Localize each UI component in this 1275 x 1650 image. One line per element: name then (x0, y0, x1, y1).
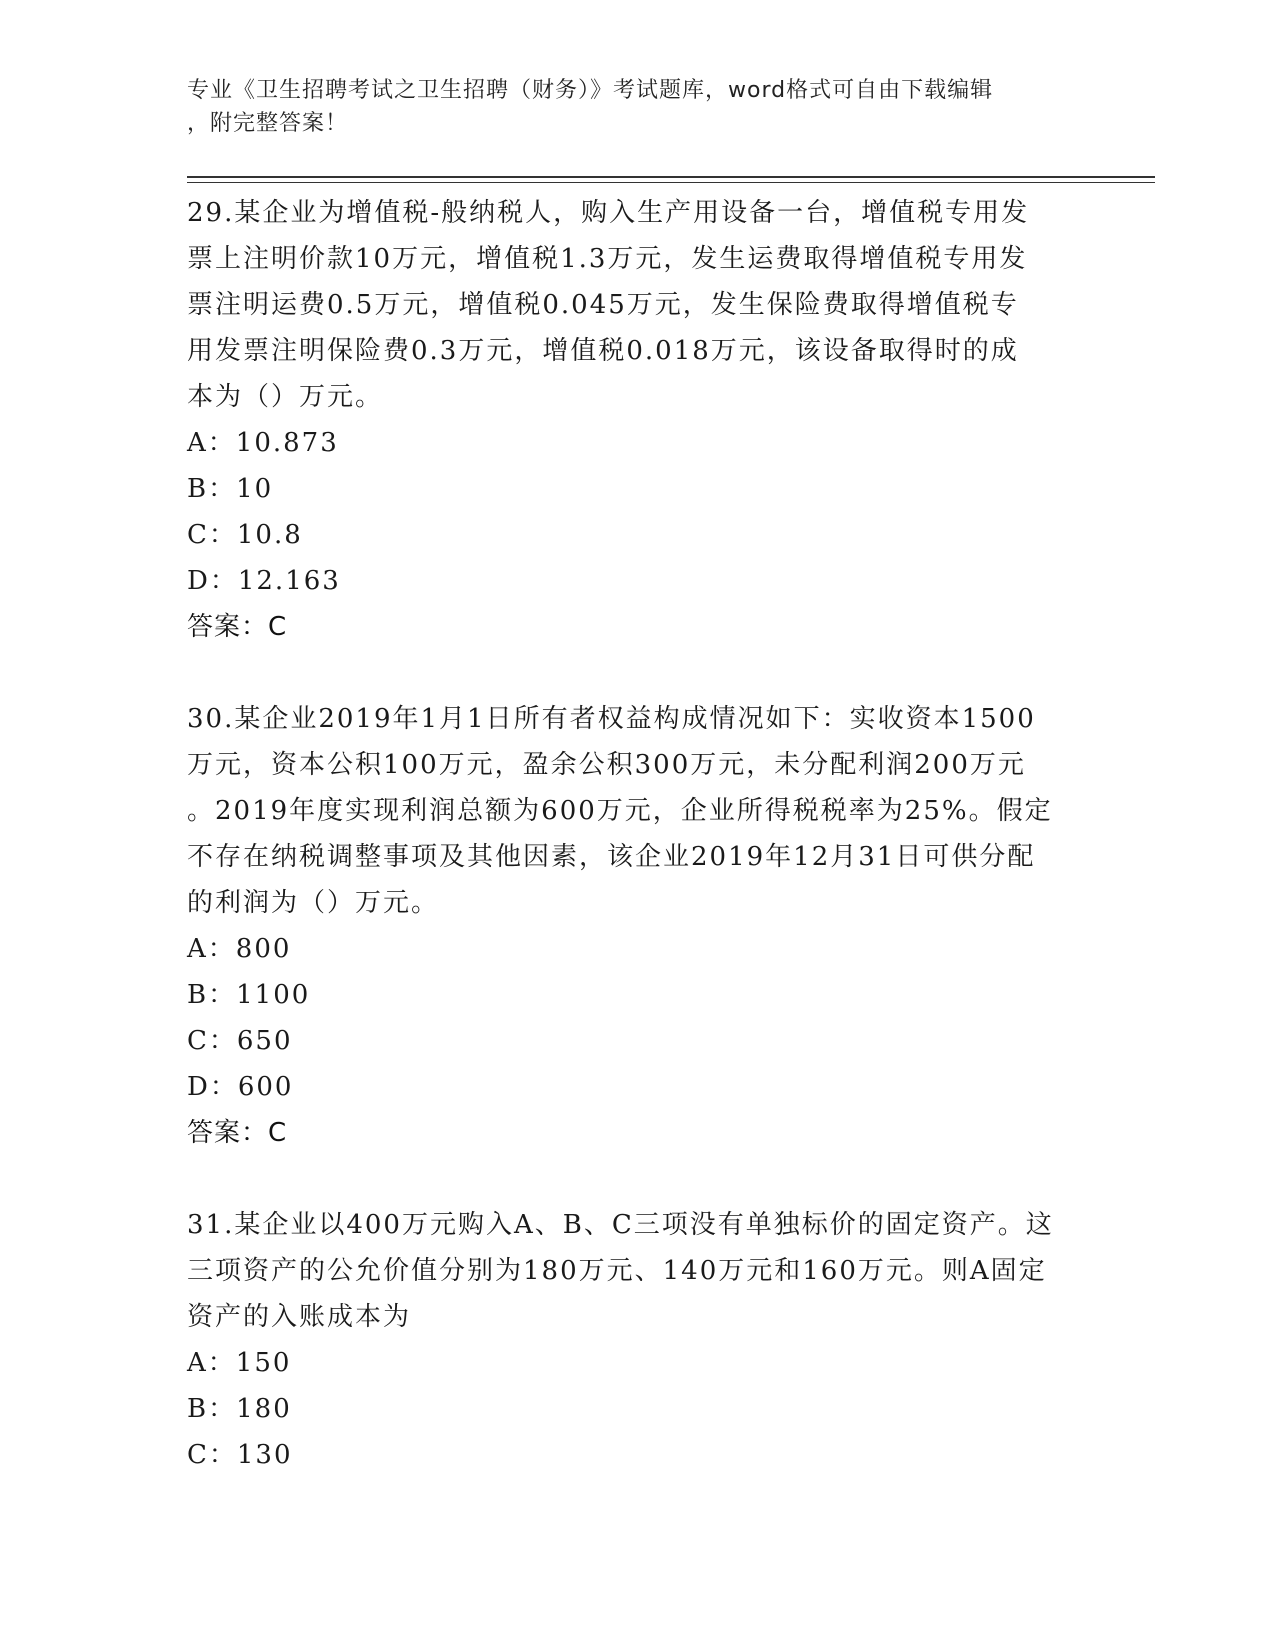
option-c: C：650 (187, 1026, 293, 1056)
document-header (187, 74, 1067, 140)
question-30 (187, 696, 1087, 1156)
question-stem-line: 31.某企业以400万元购入A、B、C三项没有单独标价的固定资产。这 (187, 1210, 1054, 1240)
question-stem-line: 票注明运费0.5万元，增值税0.045万元，发生保险费取得增值税专 (187, 290, 1019, 320)
question-stem-line: 30.某企业2019年1月1日所有者权益构成情况如下：实收资本1500 (187, 704, 1036, 734)
question-stem-line: 。2019年度实现利润总额为600万元，企业所得税税率为25%。假定 (187, 796, 1053, 826)
option-d: D：600 (187, 1072, 294, 1102)
question-stem-line: 本为（）万元。 (187, 382, 384, 412)
option-d: D：12.163 (187, 566, 341, 596)
question-31 (187, 1202, 1087, 1478)
answer-label: 答案：C (187, 1118, 288, 1148)
question-stem-line: 用发票注明保险费0.3万元，增值税0.018万元，该设备取得时的成 (187, 336, 1019, 366)
header-line-1: 专业《卫生招聘考试之卫生招聘（财务）》考试题库，word格式可自由下载编辑 (187, 78, 994, 103)
header-line-2: ，附完整答案！ (187, 111, 349, 136)
header-divider-thick (187, 176, 1155, 178)
option-a: A：800 (187, 934, 292, 964)
question-stem-line: 29.某企业为增值税-般纳税人，购入生产用设备一台，增值税专用发 (187, 198, 1030, 228)
header-divider-thin (187, 182, 1155, 183)
question-stem-line: 的利润为（）万元。 (187, 888, 440, 918)
answer-label: 答案：C (187, 612, 288, 642)
question-stem-line: 万元，资本公积100万元，盈余公积300万元，未分配利润200万元 (187, 750, 1026, 780)
option-b: B：1100 (187, 980, 311, 1010)
question-29 (187, 190, 1087, 650)
option-c: C：130 (187, 1440, 293, 1470)
option-c: C：10.8 (187, 520, 303, 550)
question-stem-line: 不存在纳税调整事项及其他因素，该企业2019年12月31日可供分配 (187, 842, 1036, 872)
option-b: B：180 (187, 1394, 292, 1424)
option-b: B：10 (187, 474, 274, 504)
question-list (187, 190, 1087, 1524)
option-a: A：10.873 (187, 428, 339, 458)
question-stem-line: 资产的入账成本为 (187, 1302, 412, 1332)
question-stem-line: 三项资产的公允价值分别为180万元、140万元和160万元。则A固定 (187, 1256, 1047, 1286)
option-a: A：150 (187, 1348, 292, 1378)
question-stem-line: 票上注明价款10万元，增值税1.3万元，发生运费取得增值税专用发 (187, 244, 1028, 274)
